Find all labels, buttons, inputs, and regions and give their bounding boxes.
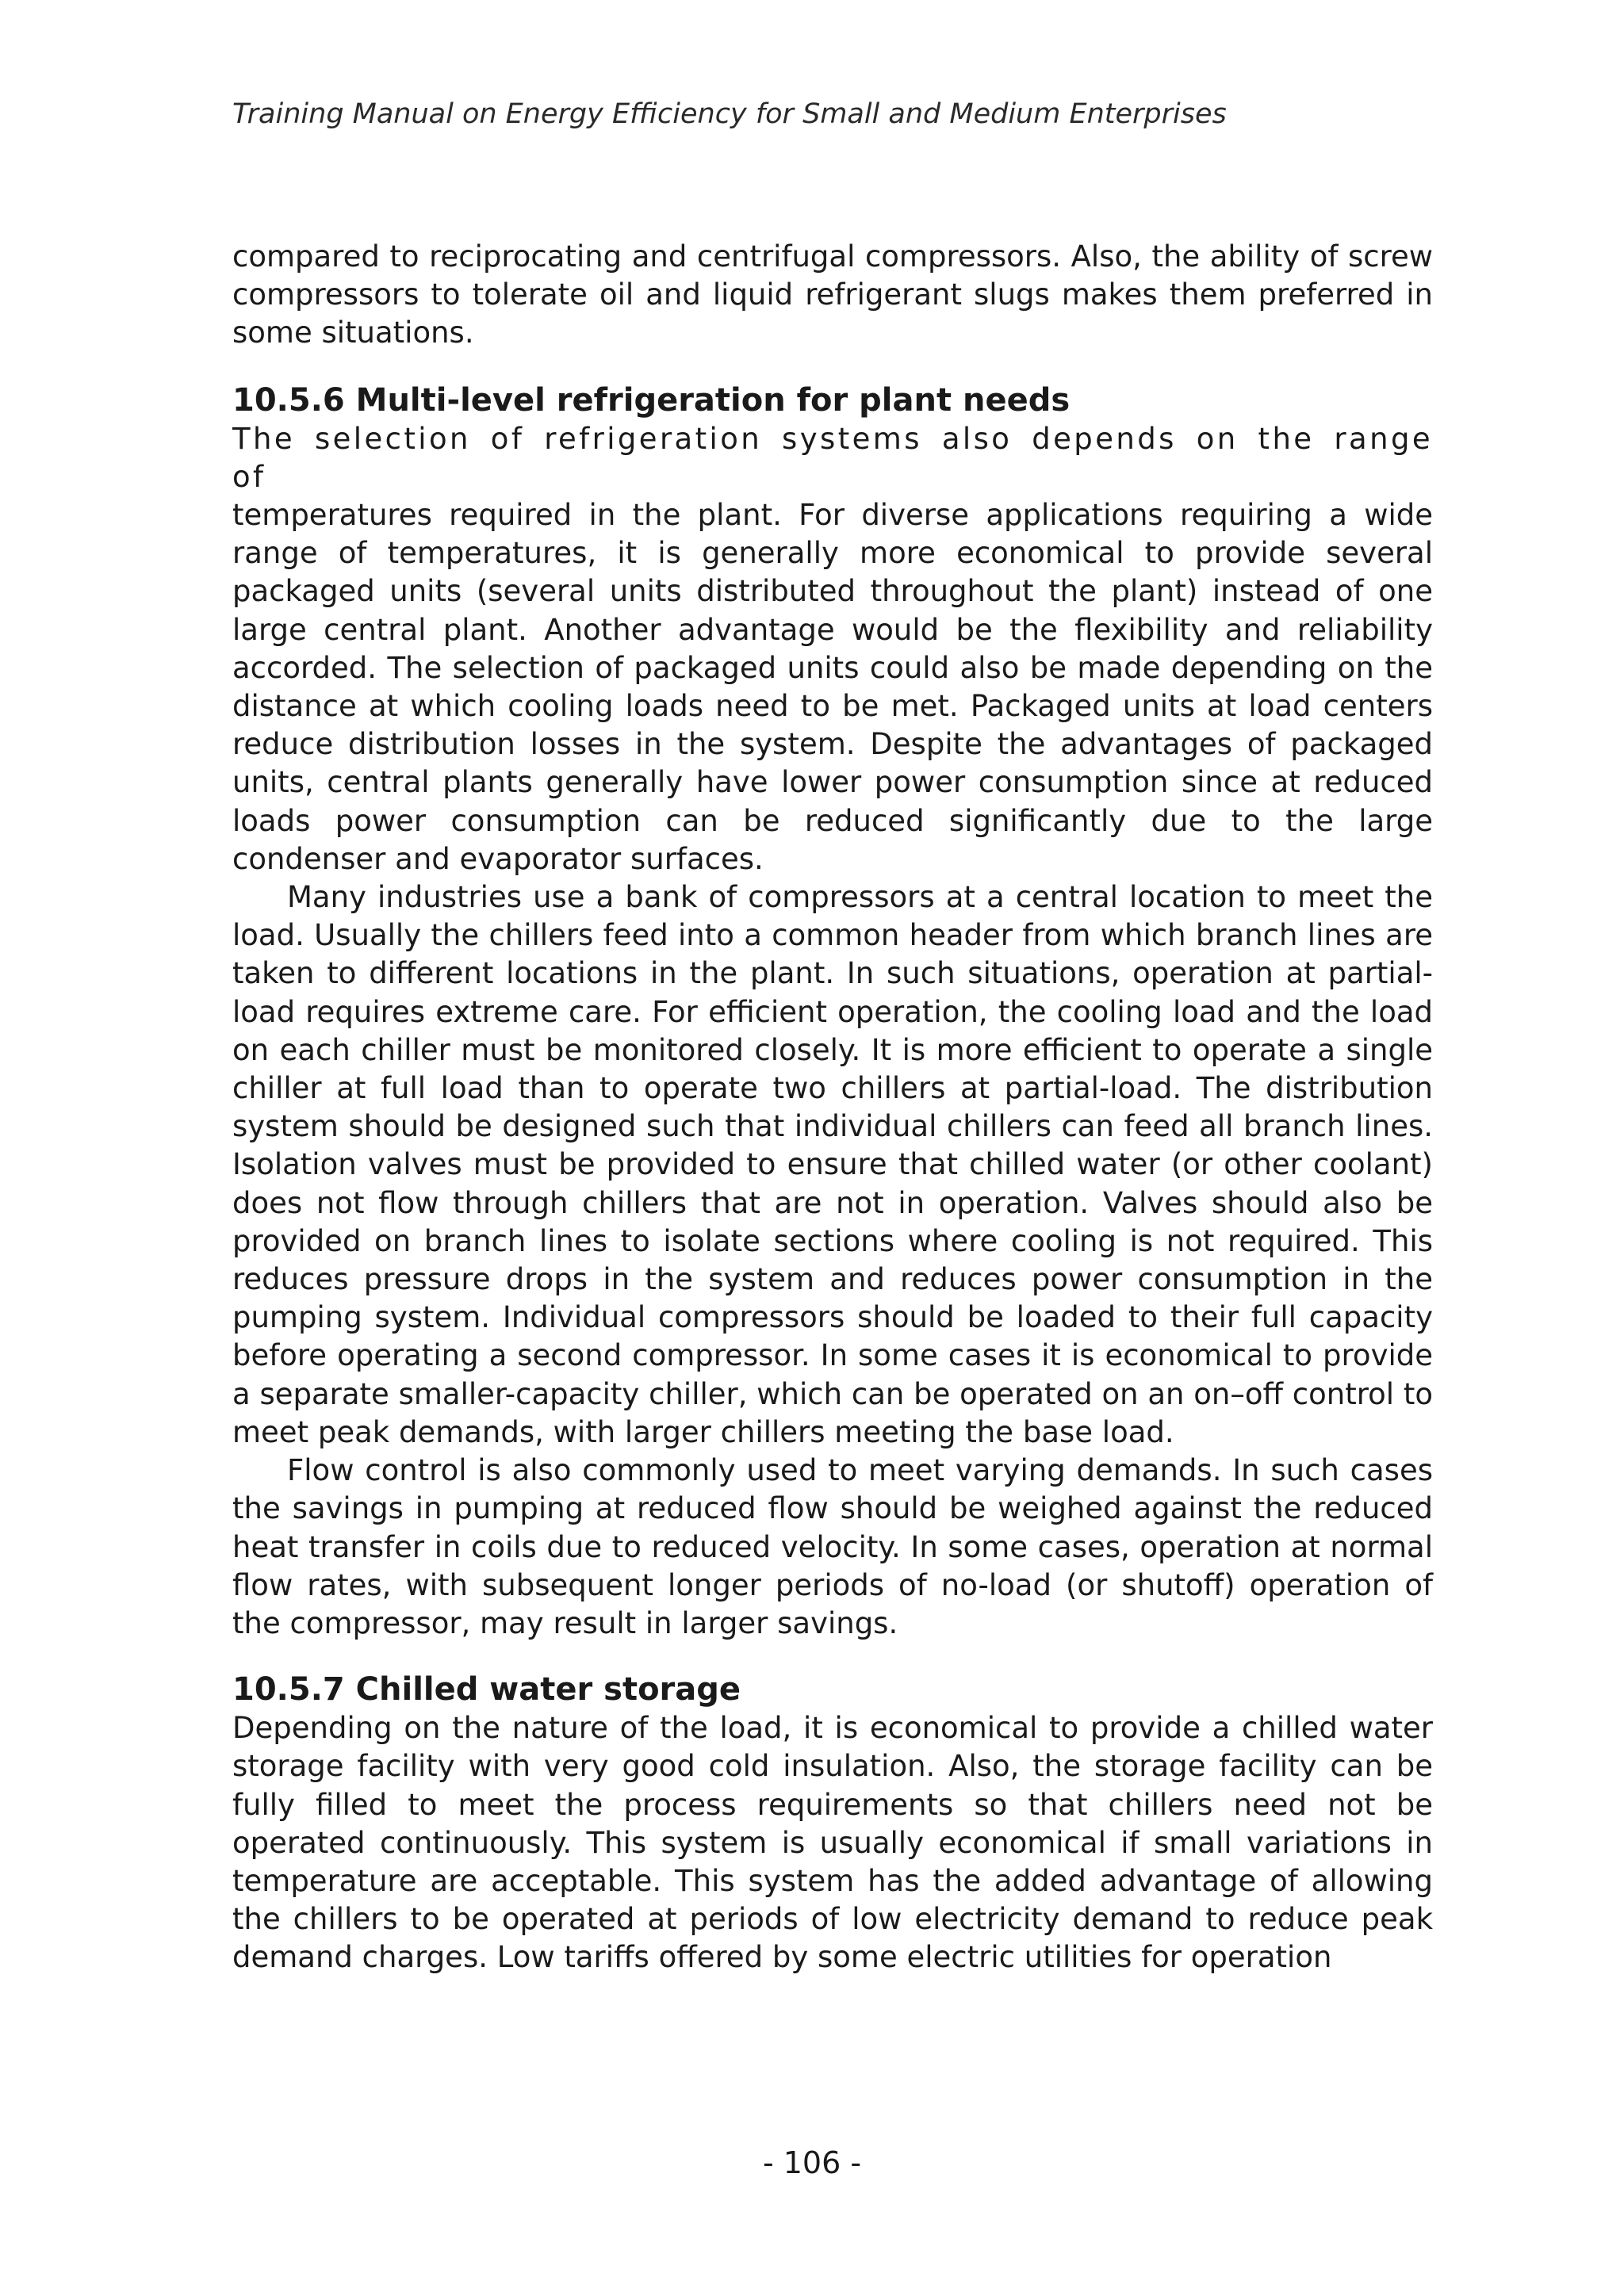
section-10-5-7-paragraph-1: Depending on the nature of the load, it is economical to provide a chilled water storage facility with very good cold insulation. Also, the storage facility can be fully filled to meet the process requirements so that chillers need not be operated continuously. This system is usually economical if small variations in temperature are acceptable. This system has the added advantage of allowing the chillers to be operated at periods of low electricity demand to reduce peak demand charges. Low tariffs offered by some electric utilities for operation <box>232 1711 1433 1975</box>
page-number: - 106 - <box>762 2145 862 2180</box>
page-body <box>232 238 1433 1977</box>
section-10-5-6-first-line: The selection of refrigeration systems also depends on the range of <box>232 421 1433 494</box>
section-10-5-6-paragraph-2: Many industries use a bank of compressors at a central location to meet the load. Usually the chillers feed into a common header from which branch lines are taken to different locations in the plant. In such situations, operation at partial-load requires extreme care. For efficient operation, the cooling load and the load on each chiller must be monitored closely. It is more efficient to operate a single chiller at full load than to operate two chillers at partial-load. The distribution system should be designed such that individual chillers can feed all branch lines. Isolation valves must be provided to ensure that chilled water (or other coolant) does not flow through chillers that are not in operation. Valves should also be provided on branch lines to isolate sections where cooling is not required. This reduces pressure drops in the system and reduces power consumption in the pumping system. Individual compressors should be loaded to their full capacity before operating a second compressor. In some cases it is economical to provide a separate smaller-capacity chiller, which can be operated on an on–off control to meet peak demands, with larger chillers meeting the base load. <box>232 880 1433 1449</box>
section-10-5-6-paragraph-1: temperatures required in the plant. For diverse applications requiring a wide range of temperatures, it is generally more economical to provide several packaged units (several units distributed throughout the plant) instead of one large central plant. Another advantage would be the flexibility and reliability accorded. The selection of packaged units could also be made depending on the distance at which cooling loads need to be met. Packaged units at load centers reduce distribution losses in the system. Despite the advantages of packaged units, central plants generally have lower power consumption since at reduced loads power consumption can be reduced significantly due to the large condenser and evaporator surfaces. <box>232 498 1433 876</box>
section-10-5-6-paragraph-3: Flow control is also commonly used to meet varying demands. In such cases the savings in pumping at reduced flow should be weighed against the reduced heat transfer in coils due to reduced velocity. In some cases, operation at normal flow rates, with subsequent longer periods of no-load (or shutoff) operation of the compressor, may result in larger savings. <box>232 1453 1433 1640</box>
section-heading-10-5-7: 10.5.7 Chilled water storage <box>232 1671 741 1709</box>
running-header: Training Manual on Energy Efficiency for Small and Medium Enterprises <box>232 98 1227 130</box>
intro-paragraph: compared to reciprocating and centrifugal compressors. Also, the ability of screw compressors to tolerate oil and liquid refrigerant slugs makes them preferred in some situations. <box>232 239 1433 350</box>
section-heading-10-5-6: 10.5.6 Multi-level refrigeration for plant needs <box>232 381 1071 419</box>
